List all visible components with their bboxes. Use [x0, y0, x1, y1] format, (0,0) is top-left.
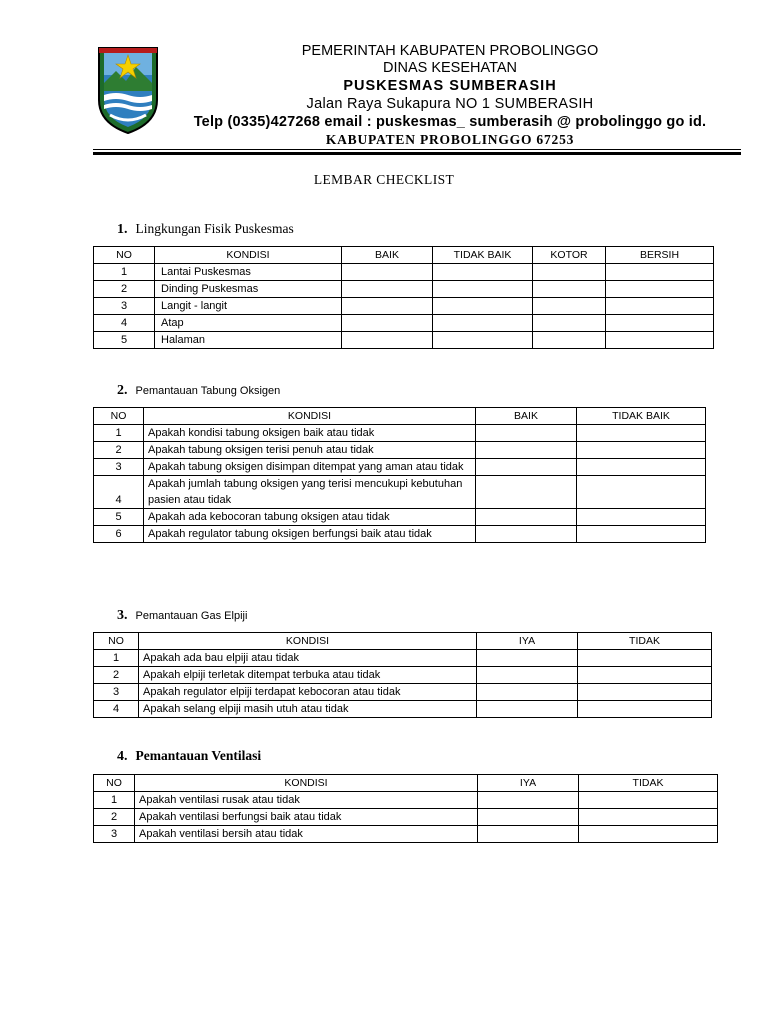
section-number: 2.: [117, 383, 128, 398]
table-header-row: [94, 408, 706, 425]
section-2-heading: [117, 381, 280, 399]
check-cell-tidak[interactable]: [579, 792, 718, 809]
table-row: [94, 315, 714, 332]
check-cell-baik[interactable]: [476, 526, 577, 543]
check-cell-baik[interactable]: [342, 315, 433, 332]
row-condition: Apakah tabung oksigen disimpan ditempat yang aman atau tidak: [144, 459, 476, 476]
column-header: BERSIH: [606, 247, 714, 264]
check-cell-iya[interactable]: [477, 650, 578, 667]
table-row: [94, 826, 718, 843]
letterhead-contact: Telp (0335)427268 email : puskesmas_ sumberasih @ probolinggo go id.: [193, 114, 707, 130]
check-cell-tidak-baik[interactable]: [577, 442, 706, 459]
check-cell-tidak[interactable]: [578, 684, 712, 701]
row-condition: Apakah kondisi tabung oksigen baik atau tidak: [144, 425, 476, 442]
row-condition: Apakah regulator elpiji terdapat kebocoran atau tidak: [139, 684, 477, 701]
section-number: 4.: [117, 749, 128, 764]
row-number: 5: [94, 332, 155, 349]
column-header: NO: [94, 775, 135, 792]
table-row: [94, 476, 706, 509]
check-cell-tidak-baik[interactable]: [433, 332, 533, 349]
table-row: [94, 509, 706, 526]
check-cell-baik[interactable]: [476, 442, 577, 459]
table-row: [94, 425, 706, 442]
row-number: 2: [94, 442, 144, 459]
row-number: 3: [94, 459, 144, 476]
row-condition: Apakah selang elpiji masih utuh atau tidak: [139, 701, 477, 718]
row-condition: Apakah ventilasi bersih atau tidak: [135, 826, 478, 843]
check-cell-kotor[interactable]: [533, 264, 606, 281]
check-cell-kotor[interactable]: [533, 332, 606, 349]
row-number: 2: [94, 809, 135, 826]
row-number: 5: [94, 509, 144, 526]
section-number: 1.: [117, 222, 128, 237]
table-row: [94, 792, 718, 809]
check-cell-baik[interactable]: [476, 459, 577, 476]
row-number: 2: [94, 281, 155, 298]
table-row: [94, 526, 706, 543]
table-tabung-oksigen: [93, 407, 706, 543]
table-row: [94, 459, 706, 476]
table-header-row: [94, 247, 714, 264]
table-row: [94, 281, 714, 298]
table-header-row: [94, 633, 712, 650]
check-cell-tidak-baik[interactable]: [433, 281, 533, 298]
check-cell-tidak[interactable]: [578, 650, 712, 667]
table-row: [94, 332, 714, 349]
check-cell-kotor[interactable]: [533, 298, 606, 315]
check-cell-baik[interactable]: [476, 476, 577, 509]
column-header: NO: [94, 247, 155, 264]
check-cell-tidak-baik[interactable]: [577, 459, 706, 476]
table-row: [94, 701, 712, 718]
check-cell-baik[interactable]: [342, 298, 433, 315]
check-cell-iya[interactable]: [478, 809, 579, 826]
column-header: KONDISI: [155, 247, 342, 264]
column-header: TIDAK: [579, 775, 718, 792]
row-condition: Apakah ventilasi berfungsi baik atau tidak: [135, 809, 478, 826]
letterhead-regency: KABUPATEN PROBOLINGGO 67253: [325, 132, 575, 147]
column-header: NO: [94, 633, 139, 650]
column-header: IYA: [478, 775, 579, 792]
row-condition: Apakah ada kebocoran tabung oksigen atau tidak: [144, 509, 476, 526]
row-condition: Apakah elpiji terletak ditempat terbuka atau tidak: [139, 667, 477, 684]
table-row: [94, 809, 718, 826]
row-condition: Atap: [155, 315, 342, 332]
check-cell-tidak[interactable]: [578, 667, 712, 684]
check-cell-bersih[interactable]: [606, 298, 714, 315]
check-cell-baik[interactable]: [476, 509, 577, 526]
check-cell-tidak-baik[interactable]: [433, 264, 533, 281]
check-cell-tidak[interactable]: [578, 701, 712, 718]
letterhead-address: Jalan Raya Sukapura NO 1 SUMBERASIH: [306, 96, 594, 112]
check-cell-tidak-baik[interactable]: [577, 526, 706, 543]
check-cell-baik[interactable]: [342, 281, 433, 298]
table-row: [94, 264, 714, 281]
section-number: 3.: [117, 608, 128, 623]
table-lingkungan-fisik: [93, 246, 714, 349]
letterhead-department: DINAS KESEHATAN: [382, 60, 518, 76]
check-cell-baik[interactable]: [342, 264, 433, 281]
letterhead-institution: PUSKESMAS SUMBERASIH: [343, 78, 557, 94]
row-condition: Apakah ventilasi rusak atau tidak: [135, 792, 478, 809]
row-number: 1: [94, 425, 144, 442]
section-title: Pemantauan Ventilasi: [135, 748, 262, 763]
column-header: TIDAK BAIK: [433, 247, 533, 264]
column-header: BAIK: [476, 408, 577, 425]
row-number: 1: [94, 264, 155, 281]
row-condition: Apakah tabung oksigen terisi penuh atau tidak: [144, 442, 476, 459]
row-condition: Apakah ada bau elpiji atau tidak: [139, 650, 477, 667]
column-header: TIDAK BAIK: [577, 408, 706, 425]
check-cell-baik[interactable]: [342, 332, 433, 349]
kabupaten-probolinggo-emblem: [96, 45, 160, 135]
check-cell-bersih[interactable]: [606, 315, 714, 332]
check-cell-iya[interactable]: [477, 701, 578, 718]
column-header: NO: [94, 408, 144, 425]
column-header: KONDISI: [135, 775, 478, 792]
row-condition: Apakah jumlah tabung oksigen yang terisi mencukupi kebutuhan pasien atau tidak: [144, 476, 476, 509]
column-header: IYA: [477, 633, 578, 650]
column-header: BAIK: [342, 247, 433, 264]
check-cell-tidak-baik[interactable]: [577, 509, 706, 526]
section-title: Pemantauan Gas Elpiji: [135, 610, 248, 622]
check-cell-iya[interactable]: [478, 826, 579, 843]
column-header: KONDISI: [144, 408, 476, 425]
check-cell-iya[interactable]: [477, 667, 578, 684]
row-number: 1: [94, 650, 139, 667]
check-cell-iya[interactable]: [477, 684, 578, 701]
column-header: KOTOR: [533, 247, 606, 264]
row-number: 3: [94, 826, 135, 843]
check-cell-tidak-baik[interactable]: [433, 315, 533, 332]
check-cell-bersih[interactable]: [606, 281, 714, 298]
section-1-heading: [117, 220, 294, 238]
document-title: LEMBAR CHECKLIST: [313, 172, 455, 187]
row-number: 4: [94, 476, 144, 509]
check-cell-kotor[interactable]: [533, 281, 606, 298]
check-cell-bersih[interactable]: [606, 332, 714, 349]
row-condition: Lantai Puskesmas: [155, 264, 342, 281]
table-row: [94, 650, 712, 667]
row-number: 1: [94, 792, 135, 809]
section-title: Pemantauan Tabung Oksigen: [135, 385, 281, 397]
column-header: TIDAK: [578, 633, 712, 650]
check-cell-iya[interactable]: [478, 792, 579, 809]
check-cell-bersih[interactable]: [606, 264, 714, 281]
check-cell-tidak[interactable]: [579, 826, 718, 843]
check-cell-baik[interactable]: [476, 425, 577, 442]
row-condition: Dinding Puskesmas: [155, 281, 342, 298]
row-condition: Apakah regulator tabung oksigen berfungsi baik atau tidak: [144, 526, 476, 543]
table-ventilasi: [93, 774, 718, 843]
row-number: 3: [94, 298, 155, 315]
table-row: [94, 684, 712, 701]
row-condition: Halaman: [155, 332, 342, 349]
section-title: Lingkungan Fisik Puskesmas: [135, 221, 294, 236]
check-cell-tidak-baik[interactable]: [433, 298, 533, 315]
table-row: [94, 298, 714, 315]
table-row: [94, 667, 712, 684]
section-4-heading: [117, 747, 261, 765]
check-cell-tidak-baik[interactable]: [577, 425, 706, 442]
table-gas-elpiji: [93, 632, 712, 718]
row-number: 4: [94, 315, 155, 332]
letterhead-divider-thin: [93, 149, 741, 150]
check-cell-tidak[interactable]: [579, 809, 718, 826]
row-condition: Langit - langit: [155, 298, 342, 315]
table-row: [94, 442, 706, 459]
table-header-row: [94, 775, 718, 792]
row-number: 2: [94, 667, 139, 684]
check-cell-tidak-baik[interactable]: [577, 476, 706, 509]
check-cell-kotor[interactable]: [533, 315, 606, 332]
row-number: 3: [94, 684, 139, 701]
column-header: KONDISI: [139, 633, 477, 650]
row-number: 6: [94, 526, 144, 543]
section-3-heading: [117, 606, 247, 624]
letterhead-government: PEMERINTAH KABUPATEN PROBOLINGGO: [301, 43, 599, 59]
letterhead-divider-thick: [93, 152, 741, 155]
row-number: 4: [94, 701, 139, 718]
